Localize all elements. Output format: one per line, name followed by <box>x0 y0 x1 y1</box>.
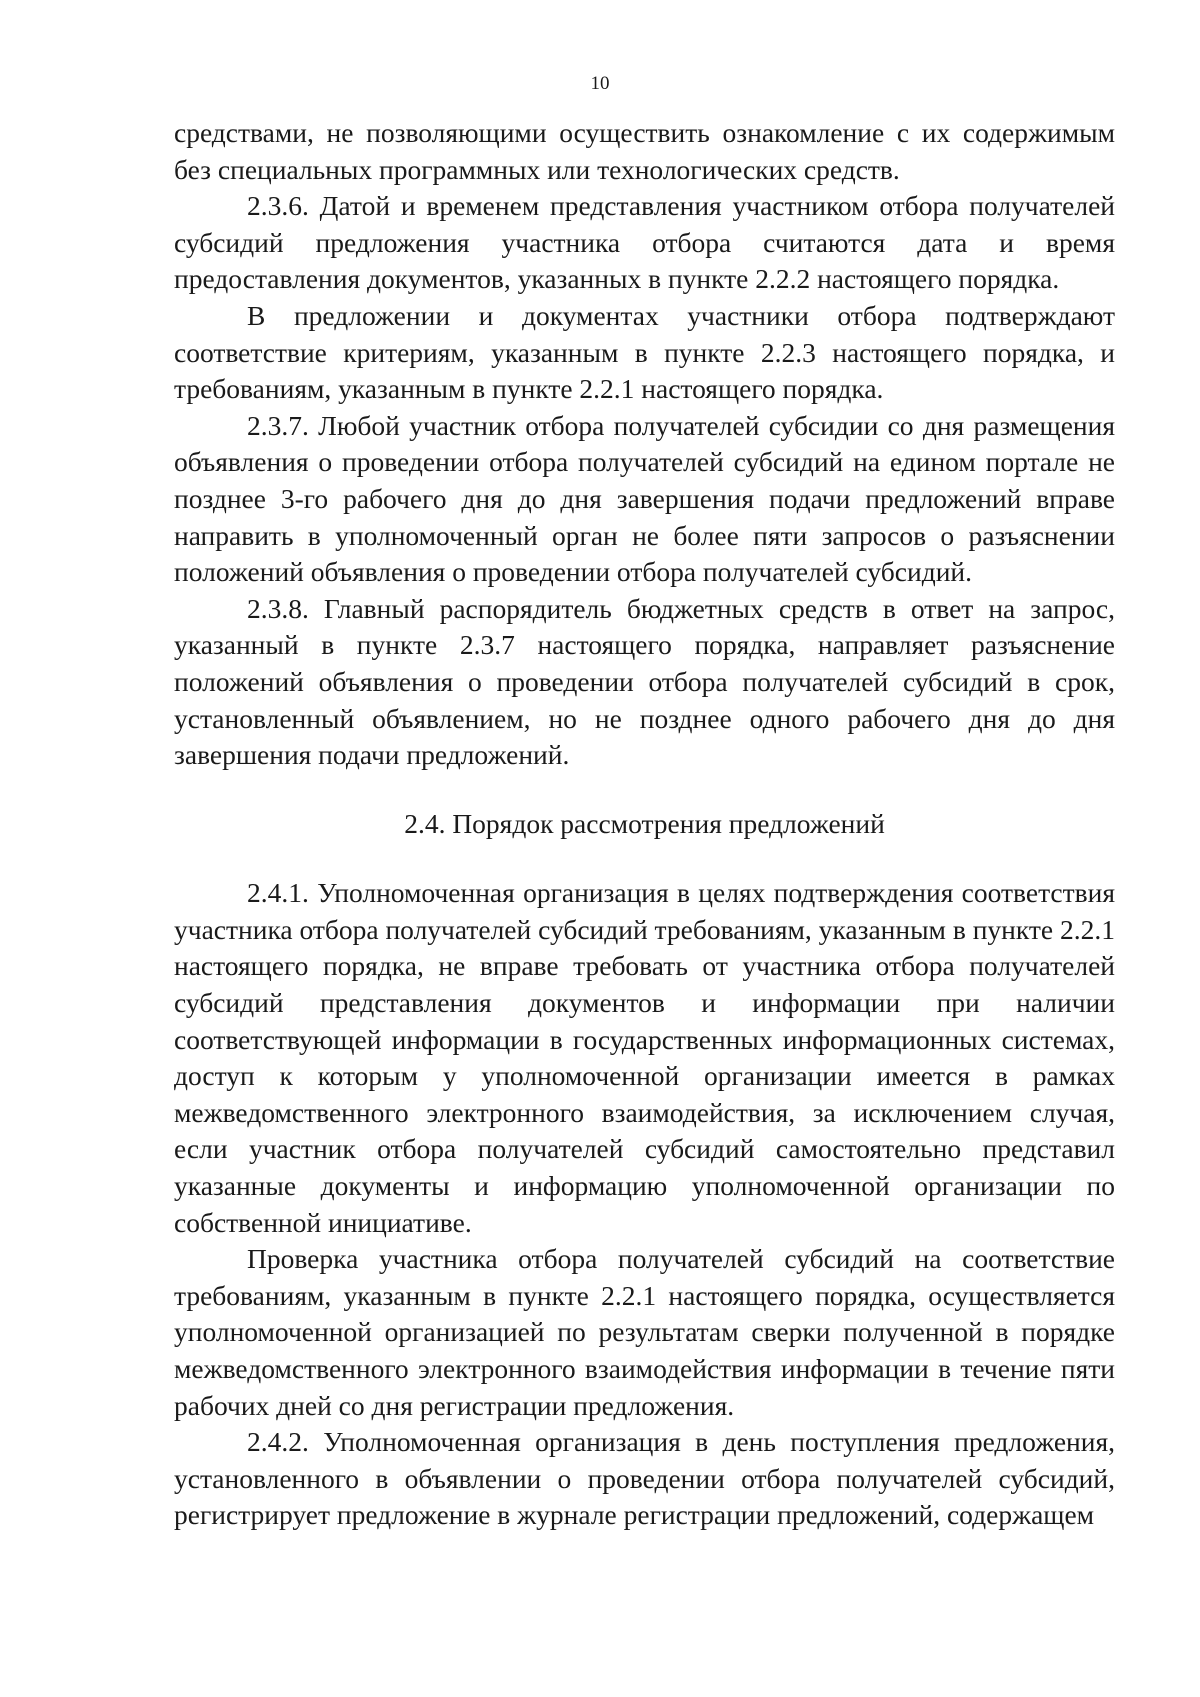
paragraph-2-3-7: 2.3.7. Любой участник отбора получателей субсидии со дня размещения объявления о проведении отбора получателей субсидий на едином портале не позднее 3-го рабочего дня до дня завершения подачи предложений вправе направить в уполномоченный орган не более пяти запросов о разъяснении положений объявления о проведении отбора получателей субсидий. <box>174 409 1115 588</box>
paragraph-continuation: средствами, не позволяющими осуществить ознакомление с их содержимым без специальных программных или технологических средств. <box>174 117 1115 185</box>
paragraph-verification: Проверка участника отбора получателей субсидий на соответствие требованиям, указанным в пункте 2.2.1 настоящего порядка, осуществляется уполномоченной организацией по результатам сверки полученной в порядке межведомственного электронного взаимодействия информации в течение пяти рабочих дней со дня регистрации предложения. <box>174 1243 1115 1421</box>
paragraph-2-4-2: 2.4.2. Уполномоченная организация в день поступления предложения, установленного в объявлении о проведении отбора получателей субсидий, регистрирует предложение в журнале регистрации предложений, содержащем <box>174 1426 1115 1531</box>
paragraph-2-3-6: 2.3.6. Датой и временем представления участником отбора получателей субсидий предложения участника отбора считаются дата и время предоставления документов, указанных в пункте 2.2.2 настоящего порядка. <box>174 190 1115 295</box>
paragraph-2-3-8: 2.3.8. Главный распорядитель бюджетных средств в ответ на запрос, указанный в пункте 2.3.7 настоящего порядка, направляет разъяснение положений объявления о проведении отбора получателей субсидий в срок, установленный объявлением, но не позднее одного рабочего дня до дня завершения подачи предложений. <box>174 592 1115 771</box>
paragraph-criteria-confirmation: В предложении и документах участники отбора подтверждают соответствие критериям, указанным в пункте 2.2.3 настоящего порядка, и требованиям, указанным в пункте 2.2.1 настоящего порядка. <box>174 299 1115 405</box>
paragraph-2-4-1: 2.4.1. Уполномоченная организация в целях подтверждения соответствия участника отбора получателей субсидий требованиям, указанным в пункте 2.2.1 настоящего порядка, не вправе требовать от участника отбора получателей субсидий представления документов и информации при наличии соответствующей информации в государственных информационных системах, доступ к которым у уполномоченной организации имеется в рамках межведомственного электронного взаимодействия, за исключением случая, если участник отбора получателей субсидий самостоятельно представил указанные документы и информацию уполномоченной организации по собственной инициативе. <box>174 877 1115 1238</box>
page-number: 10 <box>590 73 610 94</box>
section-heading: 2.4. Порядок рассмотрения предложений <box>404 807 885 839</box>
document-body <box>174 115 1115 1534</box>
